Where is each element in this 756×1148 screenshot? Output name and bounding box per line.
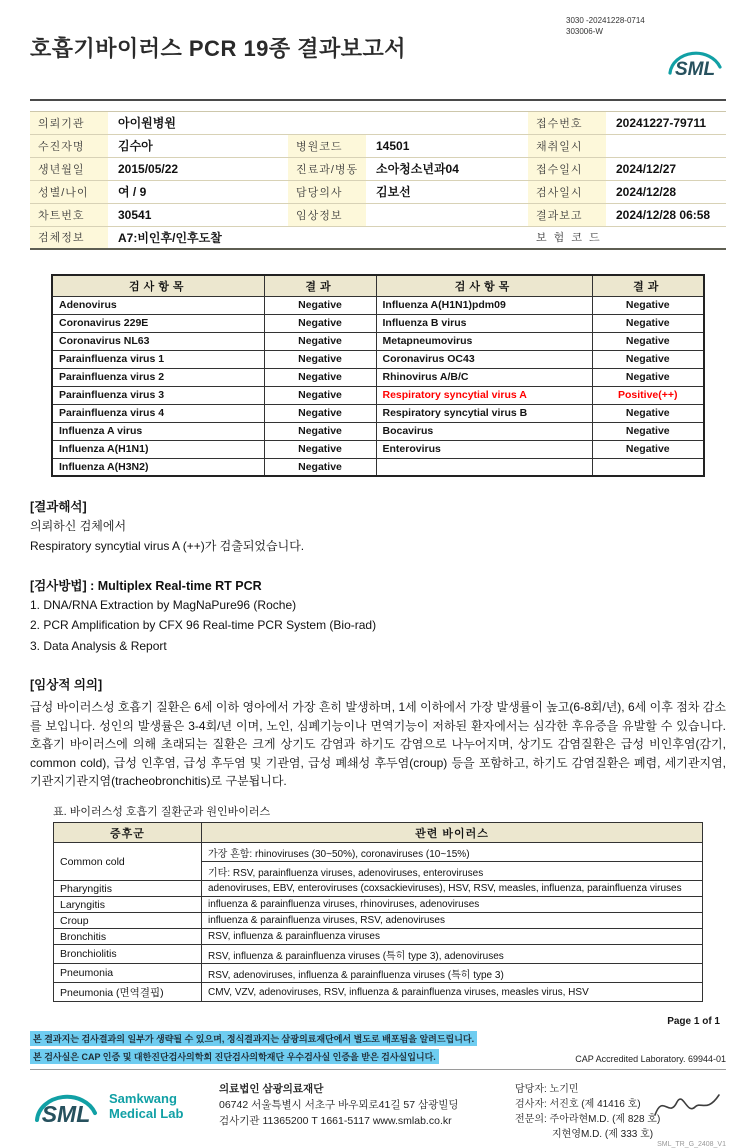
value-chart-number: 30541: [108, 203, 288, 226]
label-insurance-code: 보 험 코 드: [528, 226, 606, 249]
label-clinical-info: 임상정보: [288, 203, 366, 226]
lab-address: 06742 서울특별시 서초구 바우뫼로41길 57 삼광빌딩: [219, 1098, 459, 1111]
syndrome-name: Laryngitis: [54, 897, 202, 913]
document-code-1: 3030 -20241228-0714: [566, 16, 645, 25]
syndrome-name: Common cold: [54, 843, 202, 881]
test-name: Influenza A(H1N1)pdm09: [376, 296, 592, 314]
lab-address-block: [219, 1082, 489, 1129]
test-result: Negative: [264, 332, 376, 350]
report-header: [30, 16, 726, 101]
test-result: Negative: [592, 422, 704, 440]
label-specimen-info: 검체정보: [30, 226, 108, 249]
footer-notices: [30, 1029, 726, 1065]
lab-contact: 검사기관 11365200 T 1661-5117 www.smlab.co.kr: [219, 1114, 452, 1127]
results-row: [52, 296, 704, 314]
value-department: 소아청소년과04: [366, 157, 528, 180]
test-name: Parainfluenza virus 1: [52, 350, 264, 368]
info-row: [30, 111, 726, 134]
label-sex-age: 성별/나이: [30, 180, 108, 203]
method-item: 3. Data Analysis & Report: [30, 638, 167, 653]
test-result: Negative: [264, 386, 376, 404]
value-doctor: 김보선: [366, 180, 528, 203]
sml-footer-logo: [30, 1082, 215, 1132]
staff-block: [515, 1082, 660, 1142]
results-row: [52, 440, 704, 458]
syndrome-table-caption: 표. 바이러스성 호흡기 질환군과 원인바이러스: [53, 806, 271, 819]
results-row-positive: [52, 386, 704, 404]
test-name: [376, 458, 592, 476]
syndrome-viruses: influenza & parainfluenza viruses, RSV, adenoviruses: [202, 913, 703, 929]
test-name: Influenza B virus: [376, 314, 592, 332]
label-birth-date: 생년월일: [30, 157, 108, 180]
page-number: Page 1 of 1: [667, 1016, 720, 1028]
syndrome-name: Pharyngitis: [54, 881, 202, 897]
label-collection-datetime: 채취일시: [528, 134, 606, 157]
test-name: Coronavirus OC43: [376, 350, 592, 368]
document-code-2: 303006-W: [566, 26, 603, 36]
value-clinical-info: [366, 203, 528, 226]
test-result: Negative: [264, 422, 376, 440]
column-header-result: 결과: [592, 275, 704, 296]
test-result: Negative: [264, 404, 376, 422]
method-section: [30, 576, 726, 655]
document-codes: [566, 16, 645, 38]
interpretation-heading: [결과해석]: [30, 500, 87, 515]
syndrome-row: [54, 964, 703, 983]
test-result: Negative: [264, 368, 376, 386]
label-chart-number: 차트번호: [30, 203, 108, 226]
label-requesting-org: 의뢰기관: [30, 111, 108, 134]
test-result: Negative: [592, 296, 704, 314]
syndrome-viruses: RSV, adenoviruses, influenza & parainfluenza viruses (특히 type 3): [202, 964, 703, 983]
test-name: Enterovirus: [376, 440, 592, 458]
column-header-test-item: 검사항목: [376, 275, 592, 296]
clinical-significance-section: [30, 675, 726, 819]
results-row: [52, 422, 704, 440]
results-header-row: [52, 275, 704, 296]
value-receipt-number: 20241227-79711: [606, 111, 726, 134]
syndrome-table: [53, 822, 703, 1002]
results-row: [52, 314, 704, 332]
lab-organization-name: 의료법인 삼광의료재단: [219, 1083, 324, 1096]
test-name: Rhinovirus A/B/C: [376, 368, 592, 386]
test-name: Influenza A(H1N1): [52, 440, 264, 458]
value-birth-date: 2015/05/22: [108, 157, 288, 180]
svg-text:SML: SML: [41, 1101, 91, 1128]
test-name: Parainfluenza virus 3: [52, 386, 264, 404]
syndrome-row: [54, 929, 703, 945]
syndrome-viruses: influenza & parainfluenza viruses, rhinoviruses, adenoviruses: [202, 897, 703, 913]
footer-lab-block: [30, 1082, 726, 1148]
label-doctor: 담당의사: [288, 180, 366, 203]
test-result: Negative: [592, 350, 704, 368]
notice-block: [30, 1029, 477, 1065]
label-test-datetime: 검사일시: [528, 180, 606, 203]
test-result: Negative: [264, 350, 376, 368]
syndrome-row: [54, 945, 703, 964]
test-name: Respiratory syncytial virus B: [376, 404, 592, 422]
test-result: Negative: [264, 314, 376, 332]
syndrome-viruses: RSV, influenza & parainfluenza viruses: [202, 929, 703, 945]
syndrome-name: Bronchitis: [54, 929, 202, 945]
sml-logo: [664, 40, 726, 89]
value-test-datetime: 2024/12/28: [606, 180, 726, 203]
lab-name-english: Samkwang Medical Lab: [109, 1091, 184, 1122]
test-result: Negative: [592, 314, 704, 332]
staff-specialist-1: 전문의: 주아라현M.D. (제 828 호): [515, 1114, 661, 1126]
test-name: Metapneumovirus: [376, 332, 592, 350]
footer-divider: [30, 1069, 726, 1070]
value-patient-name: 김수아: [108, 134, 288, 157]
value-report-datetime: 2024/12/28 06:58: [606, 203, 726, 226]
column-header-syndrome: 증후군: [54, 823, 202, 843]
interpretation-section: [30, 497, 726, 556]
results-row: [52, 350, 704, 368]
test-name-positive: Respiratory syncytial virus A: [376, 386, 592, 404]
label-patient-name: 수진자명: [30, 134, 108, 157]
method-item: 2. PCR Amplification by CFX 96 Real-time PCR System (Bio-rad): [30, 618, 377, 633]
label-department: 진료과/병동: [288, 157, 366, 180]
syndrome-name: Bronchiolitis: [54, 945, 202, 964]
interpretation-line: Respiratory syncytial virus A (++)가 검출되었습니다.: [30, 539, 305, 554]
test-name: Influenza A virus: [52, 422, 264, 440]
column-header-related-viruses: 관련 바이러스: [202, 823, 703, 843]
staff-in-charge: 담당자: 노기민: [515, 1084, 579, 1096]
cap-accreditation: CAP Accredited Laboratory. 69944-01: [575, 1054, 726, 1065]
syndrome-viruses: 기타: RSV, parainfluenza viruses, adenoviruses, enteroviruses: [202, 862, 703, 881]
test-result: [592, 458, 704, 476]
value-insurance-code: [606, 226, 726, 249]
value-specimen-info: A7:비인후/인후도찰: [108, 226, 528, 249]
info-row: [30, 180, 726, 203]
value-sex-age: 여 / 9: [108, 180, 288, 203]
page-title: 호흡기바이러스 PCR 19종 결과보고서: [30, 36, 407, 61]
syndrome-row: [54, 881, 703, 897]
test-result: Negative: [592, 440, 704, 458]
test-name: Coronavirus NL63: [52, 332, 264, 350]
syndrome-row: [54, 897, 703, 913]
info-row: [30, 134, 726, 157]
svg-text:SML: SML: [674, 58, 716, 80]
syndrome-viruses: 가장 흔함: rhinoviruses (30~50%), coronaviruses (10~15%): [202, 843, 703, 862]
staff-specialist-2: 지현영M.D. (제 333 호): [552, 1129, 654, 1141]
syndrome-viruses: RSV, influenza & parainfluenza viruses (특히 type 3), adenoviruses: [202, 945, 703, 964]
test-result-positive: Positive(++): [592, 386, 704, 404]
column-header-test-item: 검사항목: [52, 275, 264, 296]
syndrome-row: [54, 913, 703, 929]
clinical-heading: [임상적 의의]: [30, 678, 103, 693]
clinical-text: 급성 바이러스성 호흡기 질환은 6세 이하 영아에서 가장 흔히 발생하며, 1세 이하에서 가장 발생률이 높고(6-8회/년), 6세 이후 점차 감소를 보입니다. 성인의 발생률은 3-4회/년 이며, 노인, 심폐기능이나 면역기능이 저하된 환자에서는 심각한 후유증을 유발할 수 있습니다. 호흡기 바이러스에 의해 초래되는 질환은 크게 상기도 감염과 하기도 감염으로 나누어지며, 상기도 감염질환은 급성 비인후염(감기, common cold), 급성 인후염, 급성 후두염 및 기관염, 급성 폐쇄성 후두염(croup) 등을 포함하고, 하기도 감염질환은 폐렴, 세기관지염, 기관지기관지염(tracheobronchitis)로 구분됩니다.: [30, 700, 726, 789]
syndrome-name: Pneumonia (면역결핍): [54, 983, 202, 1002]
test-name: Coronavirus 229E: [52, 314, 264, 332]
patient-info-table: [30, 111, 726, 251]
info-row: [30, 203, 726, 226]
test-result: Negative: [592, 332, 704, 350]
test-result: Negative: [264, 296, 376, 314]
test-name: Parainfluenza virus 4: [52, 404, 264, 422]
sml-logo-mark: [30, 1082, 102, 1132]
syndrome-header-row: [54, 823, 703, 843]
test-name: Bocavirus: [376, 422, 592, 440]
notice-line-1: 본 결과지는 검사결과의 일부가 생략될 수 있으며, 정식결과지는 삼광의료재단에서 별도로 배포됨을 알려드립니다.: [30, 1031, 477, 1046]
test-name: Influenza A(H3N2): [52, 458, 264, 476]
value-receipt-datetime: 2024/12/27: [606, 157, 726, 180]
signature-scribble: [650, 1088, 724, 1131]
method-item: 1. DNA/RNA Extraction by MagNaPure96 (Roche): [30, 597, 297, 612]
test-result: Negative: [592, 404, 704, 422]
label-receipt-number: 접수번호: [528, 111, 606, 134]
value-collection-datetime: [606, 134, 726, 157]
form-code: SML_TR_G_2408_V1: [657, 1141, 726, 1148]
interpretation-line: 의뢰하신 검체에서: [30, 519, 127, 534]
syndrome-row: [54, 983, 703, 1002]
results-table: [51, 274, 705, 477]
test-name: Adenovirus: [52, 296, 264, 314]
test-result: Negative: [264, 440, 376, 458]
info-row: [30, 157, 726, 180]
test-result: Negative: [264, 458, 376, 476]
info-row: [30, 226, 726, 249]
syndrome-name: Croup: [54, 913, 202, 929]
results-row: [52, 368, 704, 386]
results-row: [52, 404, 704, 422]
label-receipt-datetime: 접수일시: [528, 157, 606, 180]
header-right: [556, 16, 726, 89]
syndrome-row: [54, 843, 703, 862]
syndrome-viruses: CMV, VZV, adenoviruses, RSV, influenza & parainfluenza viruses, measles virus, HSV: [202, 983, 703, 1002]
results-row: [52, 332, 704, 350]
syndrome-name: Pneumonia: [54, 964, 202, 983]
value-requesting-org: 아이원병원: [108, 111, 528, 134]
results-row: [52, 458, 704, 476]
label-hospital-code: 병원코드: [288, 134, 366, 157]
method-heading: [검사방법] : Multiplex Real-time RT PCR: [30, 578, 262, 593]
label-report-datetime: 결과보고: [528, 203, 606, 226]
column-header-result: 결과: [264, 275, 376, 296]
test-name: Parainfluenza virus 2: [52, 368, 264, 386]
staff-examiner: 검사자: 서진호 (제 41416 호): [515, 1099, 641, 1111]
syndrome-viruses: adenoviruses, EBV, enteroviruses (coxsackieviruses), HSV, RSV, measles, influenza, parainfluenza viruses: [202, 881, 703, 897]
value-hospital-code: 14501: [366, 134, 528, 157]
test-result: Negative: [592, 368, 704, 386]
notice-line-2: 본 검사실은 CAP 인증 및 대한진단검사의학회 진단검사의학재단 우수검사실 인증을 받은 검사실입니다.: [30, 1049, 439, 1064]
